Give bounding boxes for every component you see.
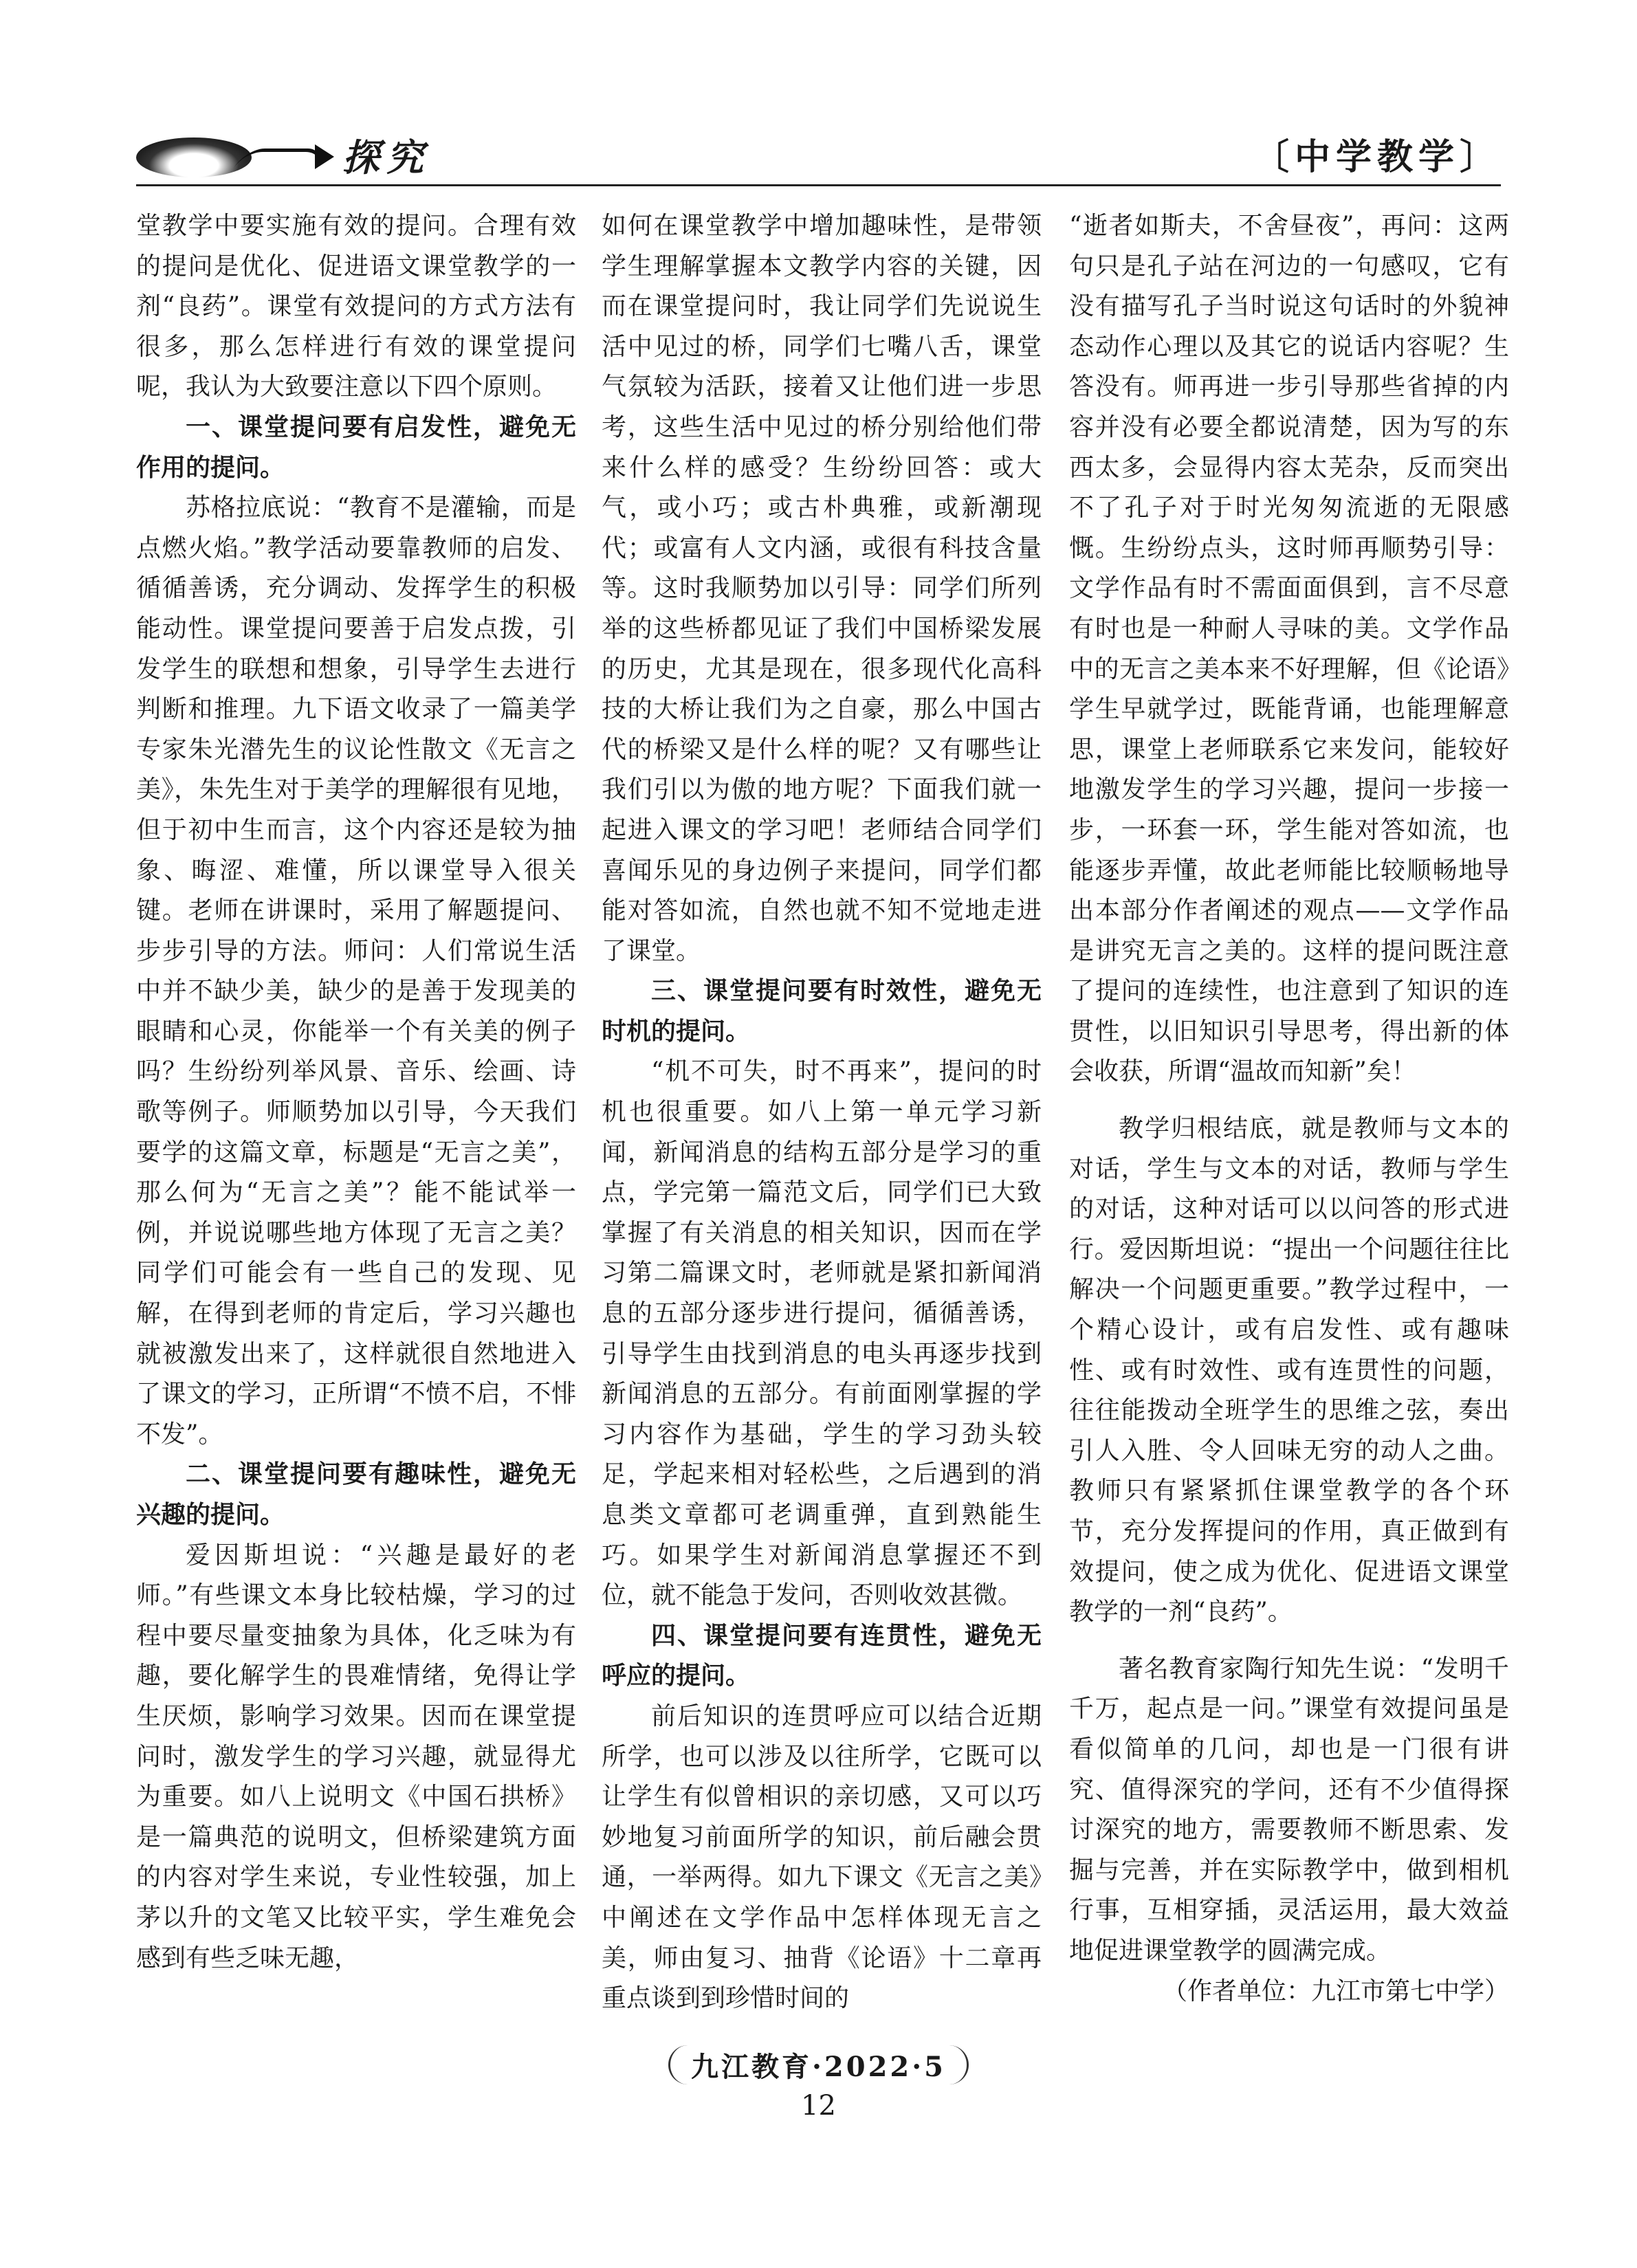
body-paragraph: 前后知识的连贯呼应可以结合近期所学，也可以涉及以往所学，它既可以让学生有似曾相识的亲切感，又可以巧妙地复习前面所学的知识，前后融会贯通，一举两得。如九下课文《无言之美》中阐述在文学作品中怎样体现无言之美，师由复习、抽背《论语》十二章再重点谈到到珍惜时间的 xyxy=(602,1702,1042,2013)
page-header xyxy=(136,135,1501,183)
author-affiliation: （作者单位：九江市第七中学） xyxy=(1162,1977,1509,2005)
journal-issue: 九江教育·2022·5 xyxy=(668,2045,969,2084)
journal-section-label: 〔中学教学〕 xyxy=(1253,136,1501,178)
logo-arrow-icon xyxy=(315,144,334,169)
journal-footer xyxy=(0,2045,1637,2084)
body-paragraph: 如何在课堂教学中增加趣味性，是带领学生理解掌握本文教学内容的关键，因而在课堂提问时，我让同学们先说说生活中见过的桥，同学们七嘴八舌，课堂气氛较为活跃，接着又让他们进一步思考，这些生活中见过的桥分别给他们带来什么样的感受？生纷纷回答：或大气，或小巧；或古朴典雅，或新潮现代；或富有人文内涵，或很有科技含量等。这时我顺势加以引导：同学们所列举的这些桥都见证了我们中国桥梁发展的历史，尤其是现在，很多现代化高科技的大桥让我们为之自豪，那么中国古代的桥梁又是什么样的呢？又有哪些让我们引以为傲的地方呢？下面我们就一起进入课文的学习吧！老师结合同学们喜闻乐见的身边例子来提问，同学们都能对答如流，自然也就不知不觉地走进了课堂。 xyxy=(602,212,1042,965)
section-heading: 一、课堂提问要有启发性，避免无作用的提问。 xyxy=(136,412,576,482)
body-paragraph: 苏格拉底说：“教育不是灌输，而是点燃火焰。”教学活动要靠教师的启发、循循善诱，充分调动、发挥学生的积极能动性。课堂提问要善于启发点拨，引发学生的联想和想象，引导学生去进行判断和推理。九下语文收录了一篇美学专家朱光潜先生的议论性散文《无言之美》，朱先生对于美学的理解很有见地，但于初中生而言，这个内容还是较为抽象、晦涩、难懂，所以课堂导入很关键。老师在讲课时，采用了解题提问、步步引导的方法。师问：人们常说生活中并不缺少美，缺少的是善于发现美的眼睛和心灵，你能举一个有关美的例子吗？生纷纷列举风景、音乐、绘画、诗歌等例子。师顺势加以引导，今天我们要学的这篇文章，标题是“无言之美”，那么何为“无言之美”？能不能试举一例，并说说哪些地方体现了无言之美？同学们可能会有一些自己的发现、见解，在得到老师的肯定后，学习兴趣也就被激发出来了，这样就很自然地进入了课文的学习，正所谓“不愤不启，不悱不发”。 xyxy=(136,494,576,1449)
body-paragraph: “机不可失，时不再来”，提问的时机也很重要。如八上第一单元学习新闻，新闻消息的结构五部分是学习的重点，学完第一篇范文后，同学们已大致掌握了有关消息的相关知识，因而在学习第二篇课文时，老师就是紧扣新闻消息的五部分逐步进行提问，循循善诱，引导学生由找到消息的电头再逐步找到新闻消息的五部分。有前面刚掌握的学习内容作为基础，学生的学习劲头较足，学起来相对轻松些，之后遇到的消息类文章都可老调重弹，直到熟能生巧。如果学生对新闻消息掌握还不到位，就不能急于发问，否则收效甚微。 xyxy=(602,1057,1042,1610)
header-rule xyxy=(136,184,1501,186)
body-paragraph: 堂教学中要实施有效的提问。合理有效的提问是优化、促进语文课堂教学的一剂“良药”。课堂有效提问的方式方法有很多，那么怎样进行有效的课堂提问呢，我认为大致要注意以下四个原则。 xyxy=(136,212,576,401)
section-heading: 三、课堂提问要有时效性，避免无时机的提问。 xyxy=(602,977,1042,1046)
body-paragraph: 爱因斯坦说：“兴趣是最好的老师。”有些课文本身比较枯燥，学习的过程中要尽量变抽象为具体，化乏味为有趣，要化解学生的畏难情绪，免得让学生厌烦，影响学习效果。因而在课堂提问时，激发学生的学习兴趣，就显得尤为重要。如八上说明文《中国石拱桥》是一篇典范的说明文，但桥梁建筑方面的内容对学生来说，专业性较强，加上茅以升的文笔又比较平实，学生难免会感到有些乏味无趣， xyxy=(136,1541,576,1972)
body-paragraph: 教学归根结底，就是教师与文本的对话，学生与文本的对话，教师与学生的对话，这种对话可以以问答的形式进行。爱因斯坦说：“提出一个问题往往比解决一个问题更重要。”教学过程中，一个精心设计，或有启发性、或有趣味性、或有时效性、或有连贯性的问题，往往能拨动全班学生的思维之弦，奏出引人入胜、令人回味无穷的动人之曲。教师只有紧紧抓住课堂教学的各个环节，充分发挥提问的作用，真正做到有效提问，使之成为优化、促进语文课堂教学的一剂“良药”。 xyxy=(1069,1114,1509,1627)
text-column-3 xyxy=(1069,206,1509,2012)
body-paragraph: “逝者如斯夫，不舍昼夜”，再问：这两句只是孔子站在河边的一句感叹，它有没有描写孔子当时说这句话时的外貌神态动作心理以及其它的说话内容呢？生答没有。师再进一步引导那些省掉的内容并没有必要全都说清楚，因为写的东西太多，会显得内容太芜杂，反而突出不了孔子对于时光匆匆流逝的无限感慨。生纷纷点头，这时师再顺势引导：文学作品有时不需面面俱到，言不尽意有时也是一种耐人寻味的美。文学作品中的无言之美本来不好理解，但《论语》学生早就学过，既能背诵，也能理解意思，课堂上老师联系它来发问，能较好地激发学生的学习兴趣，提问一步接一步，一环套一环，学生能对答如流，也能逐步弄懂，故此老师能比较顺畅地导出本部分作者阐述的观点——文学作品是讲究无言之美的。这样的提问既注意了提问的连续性，也注意到了知识的连贯性，以旧知识引导思考，得出新的体会收获，所谓“温故而知新”矣！ xyxy=(1069,212,1509,1086)
swoosh-logo-icon xyxy=(136,137,252,177)
section-heading: 四、课堂提问要有连贯性，避免无呼应的提问。 xyxy=(602,1621,1042,1691)
text-column-2 xyxy=(602,206,1042,2019)
text-column-1 xyxy=(136,206,576,1979)
page-number: 12 xyxy=(801,2090,836,2122)
section-title: 探究 xyxy=(342,135,430,179)
section-heading: 二、课堂提问要有趣味性，避免无兴趣的提问。 xyxy=(136,1460,576,1529)
body-paragraph: 著名教育家陶行知先生说：“发明千千万，起点是一问。”课堂有效提问虽是看似简单的几问，却也是一门很有讲究、值得深究的学问，还有不少值得探讨深究的地方，需要教师不断思索、发掘与完善，并在实际教学中，做到相机行事，互相穿插，灵活运用，最大效益地促进课堂教学的圆满完成。 xyxy=(1069,1654,1509,1965)
